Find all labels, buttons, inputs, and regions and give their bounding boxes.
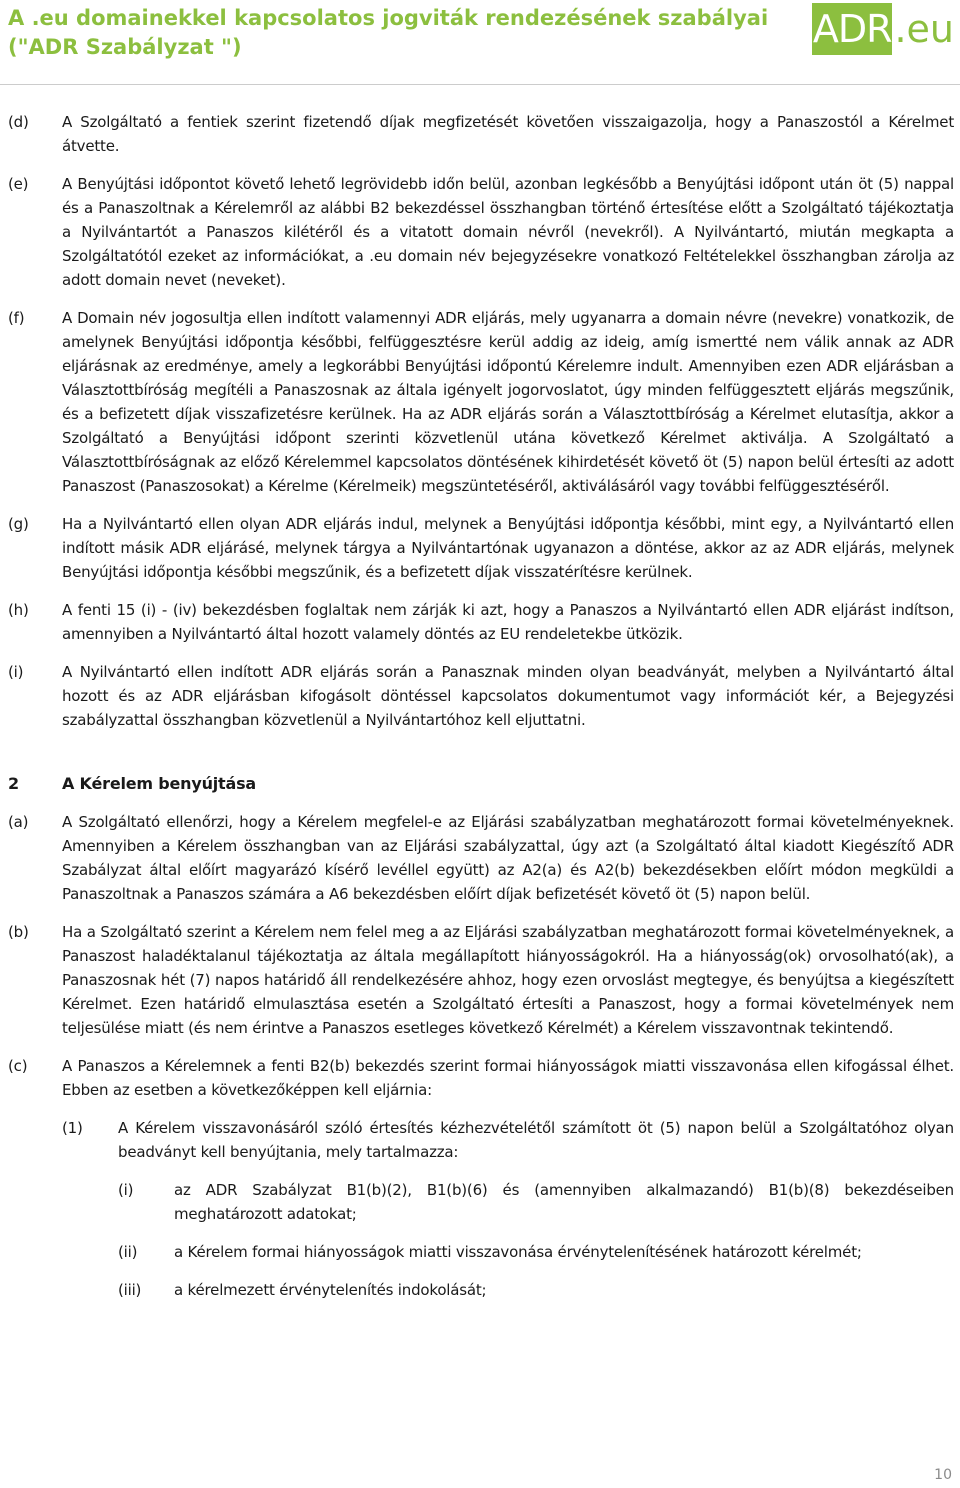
paragraph-text: A Nyilvántartó ellen indított ADR eljárás során a Panasznak minden olyan beadványát, melyben a Nyilvántartó által hozott és az ADR eljárásban kifogásolt döntéssel kapcsolatos dokumentumot vagy információt kér, a Bejegyzési szabályzattal összhangban közvetlenül a Nyilvántartóhoz kell eljuttatni. — [62, 663, 954, 729]
section-number: 2 — [8, 774, 19, 793]
document-title: A .eu domainekkel kapcsolatos jogviták rendezésének szabályai ("ADR Szabályzat ") — [8, 6, 769, 59]
paragraph-marker: (e) — [8, 175, 29, 193]
paragraph-h — [0, 598, 960, 646]
paragraph-d — [0, 110, 960, 158]
paragraph-i — [0, 660, 960, 732]
paragraph-a — [0, 810, 960, 906]
paragraph-f — [0, 306, 960, 498]
paragraph-text: A Benyújtási időpontot követő lehető legrövidebb időn belül, azonban legkésőbb a Benyújtási időpont után öt (5) nappal és a Panaszoltnak a Kérelemről az alábbi B2 bekezdéssel összhangban történő értesítése előtt a Szolgáltató tájékoztatja a Nyilvántartót a Panaszos kilétéről és a vitatott domain névről (nevekről). A Nyilvántartó, miután megkapta a Szolgáltatótól ezeket az információkat, a .eu domain név bejegyzésekre vonatkozó Feltételekkel összhangban zárolja az adott domain nevet (neveket). — [62, 175, 954, 289]
paragraph-text: Ha a Szolgáltató szerint a Kérelem nem felel meg a az Eljárási szabályzatban meghatározott formai követelményeknek, a Panaszost haladéktalanul tájékoztatja az általa megállapított hiányosságokról. Ha a hiányosság(ok) orvosolható(ak), a Panaszosnak hét (7) napos határidő áll rendelkezésére ahhoz, hogy ezen orvoslást megtegye, és benyújtsa a kiegészített Kérelmet. Ezen határidő elmulasztása esetén a Szolgáltató értesíti a Panaszost, hogy a formai követelmények nem teljesülése miatt (és nem érintve a Panaszos esetleges következő Kérelmét) a Kérelem visszavontnak tekintendő. — [62, 923, 954, 1037]
paragraph-text: A fenti 15 (i) - (iv) bekezdésben foglaltak nem zárják ki azt, hogy a Panaszos a Nyilvántartó ellen ADR eljárást indítson, amennyiben a Nyilvántartó által hozott valamely döntés az EU rendeletekbe ütközik. — [62, 601, 954, 643]
header-divider — [0, 84, 960, 85]
sub-item-text: A Kérelem visszavonásáról szóló értesítés kézhezvételétől számított öt (5) napon belül a Szolgáltatóhoz olyan beadványt kell benyújtania, mely tartalmazza: — [118, 1119, 954, 1161]
paragraph-marker: (d) — [8, 113, 29, 131]
paragraph-marker: (b) — [8, 923, 29, 941]
sub-sub-item-marker: (ii) — [118, 1243, 138, 1261]
paragraph-text: A Szolgáltató a fentiek szerint fizetendő díjak megfizetését követően visszaigazolja, hogy a Panaszostól a Kérelmet átvette. — [62, 113, 954, 155]
sub-sub-item-text: az ADR Szabályzat B1(b)(2), B1(b)(6) és (amennyiben alkalmazandó) B1(b)(8) bekezdéseiben meghatározott adatokat; — [174, 1181, 954, 1223]
sub-item-1 — [0, 1116, 960, 1164]
paragraph-g — [0, 512, 960, 584]
sub-sub-item-text: a Kérelem formai hiányosságok miatti visszavonása érvénytelenítésének határozott kérelmét; — [174, 1243, 862, 1261]
sub-sub-item-marker: (iii) — [118, 1281, 142, 1299]
logo-suffix: .eu — [894, 7, 954, 51]
paragraph-e — [0, 172, 960, 292]
paragraph-marker: (i) — [8, 663, 24, 681]
section-title: A Kérelem benyújtása — [62, 774, 257, 793]
section-heading — [0, 772, 960, 796]
paragraph-marker: (c) — [8, 1057, 28, 1075]
paragraph-marker: (g) — [8, 515, 29, 533]
paragraph-text: A Domain név jogosultja ellen indított valamennyi ADR eljárás, mely ugyanarra a domain névre (nevekre) vonatkozik, de amelynek Benyújtási időpontja későbbi, felfüggesztésre kerül addig az ideig, amíg ismertté nem válik annak az ADR eljárásnak az eredménye, amely a legkorábbi Benyújtási időpontú Kérelemre indult. Amennyiben ezen ADR eljárásban a Választottbíróság megítéli a Panaszosnak az általa igényelt jogorvoslatot, úgy minden felfüggesztett eljárás megszűnik, és a befizetett díjak visszafizetésre kerülnek. Ha az ADR eljárás során a Választottbíróság a Kérelmet elutasítja, akkor a Szolgáltató a Benyújtási időpont szerinti közvetlenül utána következő Kérelmet aktiválja. A Szolgáltató a Választottbíróságnak az előző Kérelemmel kapcsolatos döntésének kihirdetését követő öt (5) napon belül értesíti az adott Panaszost (Panaszosokat) a Kérelme (Kérelmeik) megszüntetéséről, aktiválásáról vagy további felfüggesztéséről. — [62, 309, 954, 495]
sub-sub-item-iii — [0, 1278, 960, 1302]
sub-sub-item-text: a kérelmezett érvénytelenítés indokolását; — [174, 1281, 487, 1299]
sub-sub-item-ii — [0, 1240, 960, 1264]
paragraph-marker: (f) — [8, 309, 25, 327]
document-body — [0, 110, 960, 1316]
sub-sub-item-marker: (i) — [118, 1181, 134, 1199]
adr-eu-logo — [812, 3, 954, 55]
paragraph-text: A Szolgáltató ellenőrzi, hogy a Kérelem megfelel-e az Eljárási szabályzatban meghatározott formai követelményeknek. Amennyiben a Kérelem összhangban van az Eljárási szabályzattal, úgy azt (a Szolgáltató által kiadott Kiegészítő ADR Szabályzat által előírt magyarázó kísérő levéllel együtt) az A2(a) és A2(b) bekezdésekben előírt módon megküldi a Panaszoltnak a Panaszos számára a A6 bekezdésben előírt díjak befizetését követő öt (5) napon belül. — [62, 813, 954, 903]
sub-item-marker: (1) — [62, 1119, 83, 1137]
paragraph-marker: (a) — [8, 813, 29, 831]
page-number: 10 — [934, 1467, 952, 1483]
paragraph-marker: (h) — [8, 601, 29, 619]
paragraph-c — [0, 1054, 960, 1102]
logo-box: ADR — [812, 3, 892, 55]
paragraph-b — [0, 920, 960, 1040]
paragraph-text: Ha a Nyilvántartó ellen olyan ADR eljárás indul, melynek a Benyújtási időpontja későbbi, mint egy, a Nyilvántartó ellen indított másik ADR eljárásé, melynek tárgya a Nyilvántartónak ugyanazon a döntése, akkor az az ADR eljárás, melynek Benyújtási időpontja későbbi megszűnik, és a befizetett díjak visszatérítésre kerülnek. — [62, 515, 954, 581]
paragraph-text: A Panaszos a Kérelemnek a fenti B2(b) bekezdés szerint formai hiányosságok miatti visszavonása ellen kifogással élhet. Ebben az esetben a következőképpen kell eljárnia: — [62, 1057, 954, 1099]
sub-sub-item-i — [0, 1178, 960, 1226]
